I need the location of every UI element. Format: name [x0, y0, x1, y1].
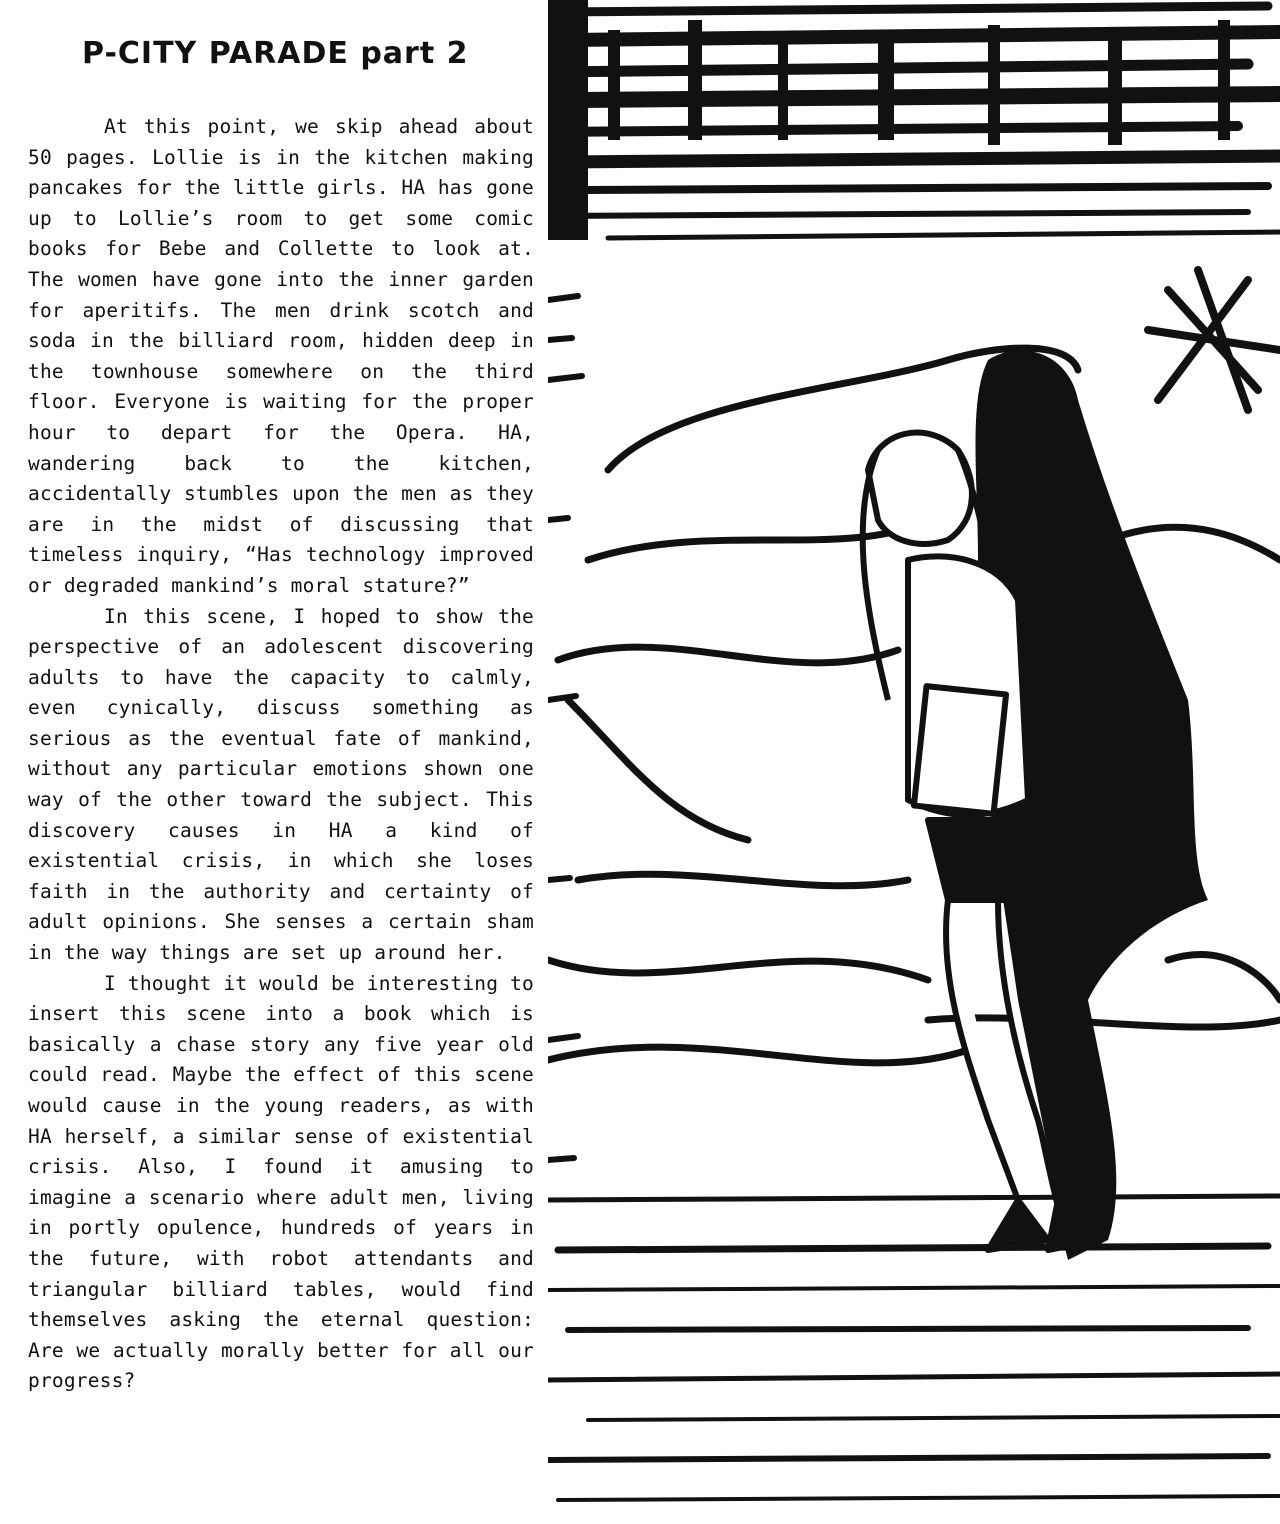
paragraph: I thought it would be interesting to insert this scene into a book which is basically a chase story any five year old could read. Maybe the effect of this scene would cause in the young readers, as with HA herself, a similar sense of existential crisis. Also, I found it amusing to imagine a scenario where adult men, living in portly opulence, hundreds of years in the future, with robot attendants and triangular billiard tables, would find themselves asking the eternal question: Are we actually morally better for all our progress?	[28, 971, 534, 1393]
article-body	[28, 112, 534, 1397]
article-column	[28, 30, 534, 1397]
paragraph: In this scene, I hoped to show the perspective of an adolescent discovering adults to have the capacity to calmly, even cynically, discuss something as serious as the eventual fate of mankind, without any particular emotions shown one way of the other toward the subject. This discovery causes in HA a kind of existential crisis, in which she loses faith in the authority and certainty of adult opinions. She senses a certain sham in the way things are set up around her.	[28, 604, 534, 965]
paragraph: At this point, we skip ahead about 50 pages. Lollie is in the kitchen making pancakes for the little girls. HA has gone up to Lollie’s room to get some comic books for Bebe and Collette to look at. The women have gone into the inner garden for aperitifs. The men drink scotch and soda in the billiard room, hidden deep in the townhouse somewhere on the third floor. Everyone is waiting for the proper hour to depart for the Opera. HA, wandering back to the kitchen, accidentally stumbles upon the men as they are in the midst of discussing that timeless inquiry, “Has technology improved or degraded mankind’s moral stature?”	[28, 115, 534, 597]
comic-illustration	[548, 0, 1280, 1524]
page-title: P-CITY PARADE part 2	[82, 36, 469, 71]
